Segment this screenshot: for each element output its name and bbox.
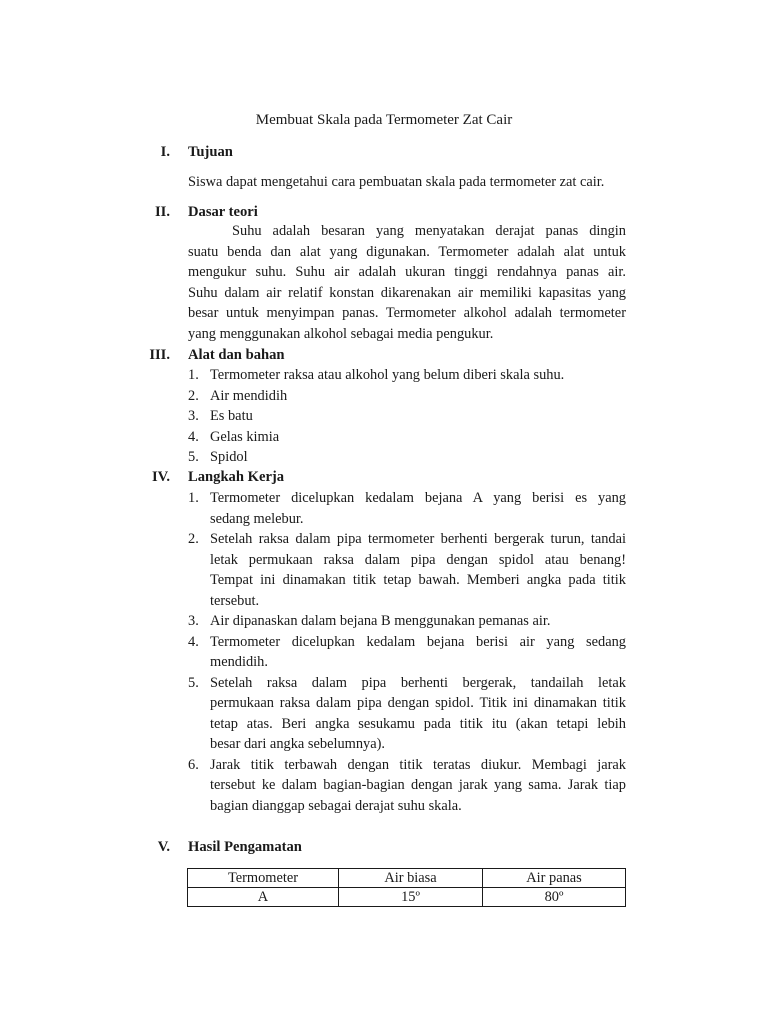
list-item [188,406,626,427]
table-cell: A [188,888,339,907]
section-title-langkah-kerja: Langkah Kerja [188,469,285,485]
langkah-kerja-list [188,488,626,816]
list-item-text: Es batu [210,408,253,424]
list-item-line: tersebut ke dalam bagian-bagian dengan jarak yang sama. Jarak tiap [210,777,626,793]
list-item [188,611,626,632]
list-item-text: Spidol [210,449,248,465]
table-header-row [188,869,626,888]
section-number-iv: IV. [152,469,170,485]
table-cell: 80º [483,888,626,907]
table-header-cell: Air panas [483,869,626,888]
paragraph-line: Suhu adalah besaran yang menyatakan derajat panas dingin [232,223,626,239]
list-item-number: 1. [188,367,199,383]
list-item-line: tetap atas. Beri angka sesukamu pada titik itu (akan tetapi lebih [210,715,626,732]
table-cell: 15º [339,888,483,907]
list-item-line: besar dari angka sebelumnya). [210,736,386,752]
list-item [188,427,626,448]
list-item-line: Jarak titik terbawah dengan titik teratas diukur. Membagi jarak [210,756,626,773]
list-item-number: 2. [188,387,199,404]
tujuan-text: Siswa dapat mengetahui cara pembuatan skala pada termometer zat cair. [188,174,605,190]
list-item-number: 1. [188,490,199,506]
list-item-line: mendidih. [210,654,268,670]
list-item [188,447,626,468]
table-row [188,888,626,907]
list-item-line: Tempat ini dinamakan titik tetap bawah. Memberi angka pada titik [210,572,626,588]
section-title-hasil-pengamatan: Hasil Pengamatan [188,839,302,855]
paragraph-line: yang menggunakan alkohol sebagai media pengukur. [188,325,494,342]
list-item-line: Setelah raksa dalam pipa berhenti bergerak, tandailah letak [210,674,626,691]
table-header-cell: Air biasa [339,869,483,888]
alat-bahan-list [188,365,626,468]
list-item-line: sedang melebur. [210,510,304,527]
list-item-line: bagian dianggap sebagai derajat suhu skala. [210,797,462,814]
list-item-text: Gelas kimia [210,428,280,445]
paragraph-line: suatu benda dan alat yang digunakan. Termometer adalah alat untuk [188,243,626,260]
list-item-text: Termometer raksa atau alkohol yang belum diberi skala suhu. [210,367,565,383]
list-item [188,529,626,611]
section-number-v: V. [157,839,170,855]
section-number-iii: III. [149,347,170,363]
hasil-pengamatan-table [187,868,626,907]
list-item-number: 3. [188,613,199,629]
list-item [188,755,626,817]
list-item [188,488,626,529]
list-item-line: tersebut. [210,592,260,609]
paragraph-line: mengukur suhu. Suhu air adalah ukuran tinggi rendahnya panas air. [188,264,626,280]
list-item-line: Termometer dicelupkan kedalam bejana berisi air yang sedang [210,633,626,650]
list-item-number: 4. [188,633,199,650]
dasar-teori-paragraph [188,221,626,344]
list-item-number: 2. [188,531,199,547]
section-title-tujuan: Tujuan [188,144,233,160]
list-item [188,386,626,407]
paragraph-line: Suhu dalam air relatif konstan dikarenakan air memiliki kapasitas yang [188,284,626,301]
list-item-number: 5. [188,449,199,465]
list-item-text: Air mendidih [210,387,288,404]
section-number-ii: II. [154,204,170,220]
list-item [188,365,626,386]
list-item-number: 4. [188,428,199,445]
document-title: Membuat Skala pada Termometer Zat Cair [255,112,513,128]
list-item-number: 3. [188,408,199,424]
list-item-line: Air dipanaskan dalam bejana B menggunakan pemanas air. [210,613,551,629]
list-item-line: permukaan raksa dalam pipa dengan spidol. Titik ini dinamakan titik [210,695,626,711]
paragraph-line: besar untuk menyimpan panas. Termometer alkohol adalah termometer [188,305,626,321]
list-item-line: Setelah raksa dalam pipa termometer berhenti bergerak turun, tandai [210,531,626,547]
list-item [188,673,626,755]
list-item-line: letak permukaan raksa dalam pipa dengan spidol atau benang! [210,551,626,568]
section-number-i: I. [160,144,170,160]
table-header-cell: Termometer [188,869,339,888]
section-title-dasar-teori: Dasar teori [188,204,258,220]
list-item-number: 5. [188,674,199,691]
list-item [188,632,626,673]
list-item-line: Termometer dicelupkan kedalam bejana A yang berisi es yang [210,490,626,506]
section-title-alat-bahan: Alat dan bahan [188,347,285,363]
list-item-number: 6. [188,756,199,773]
